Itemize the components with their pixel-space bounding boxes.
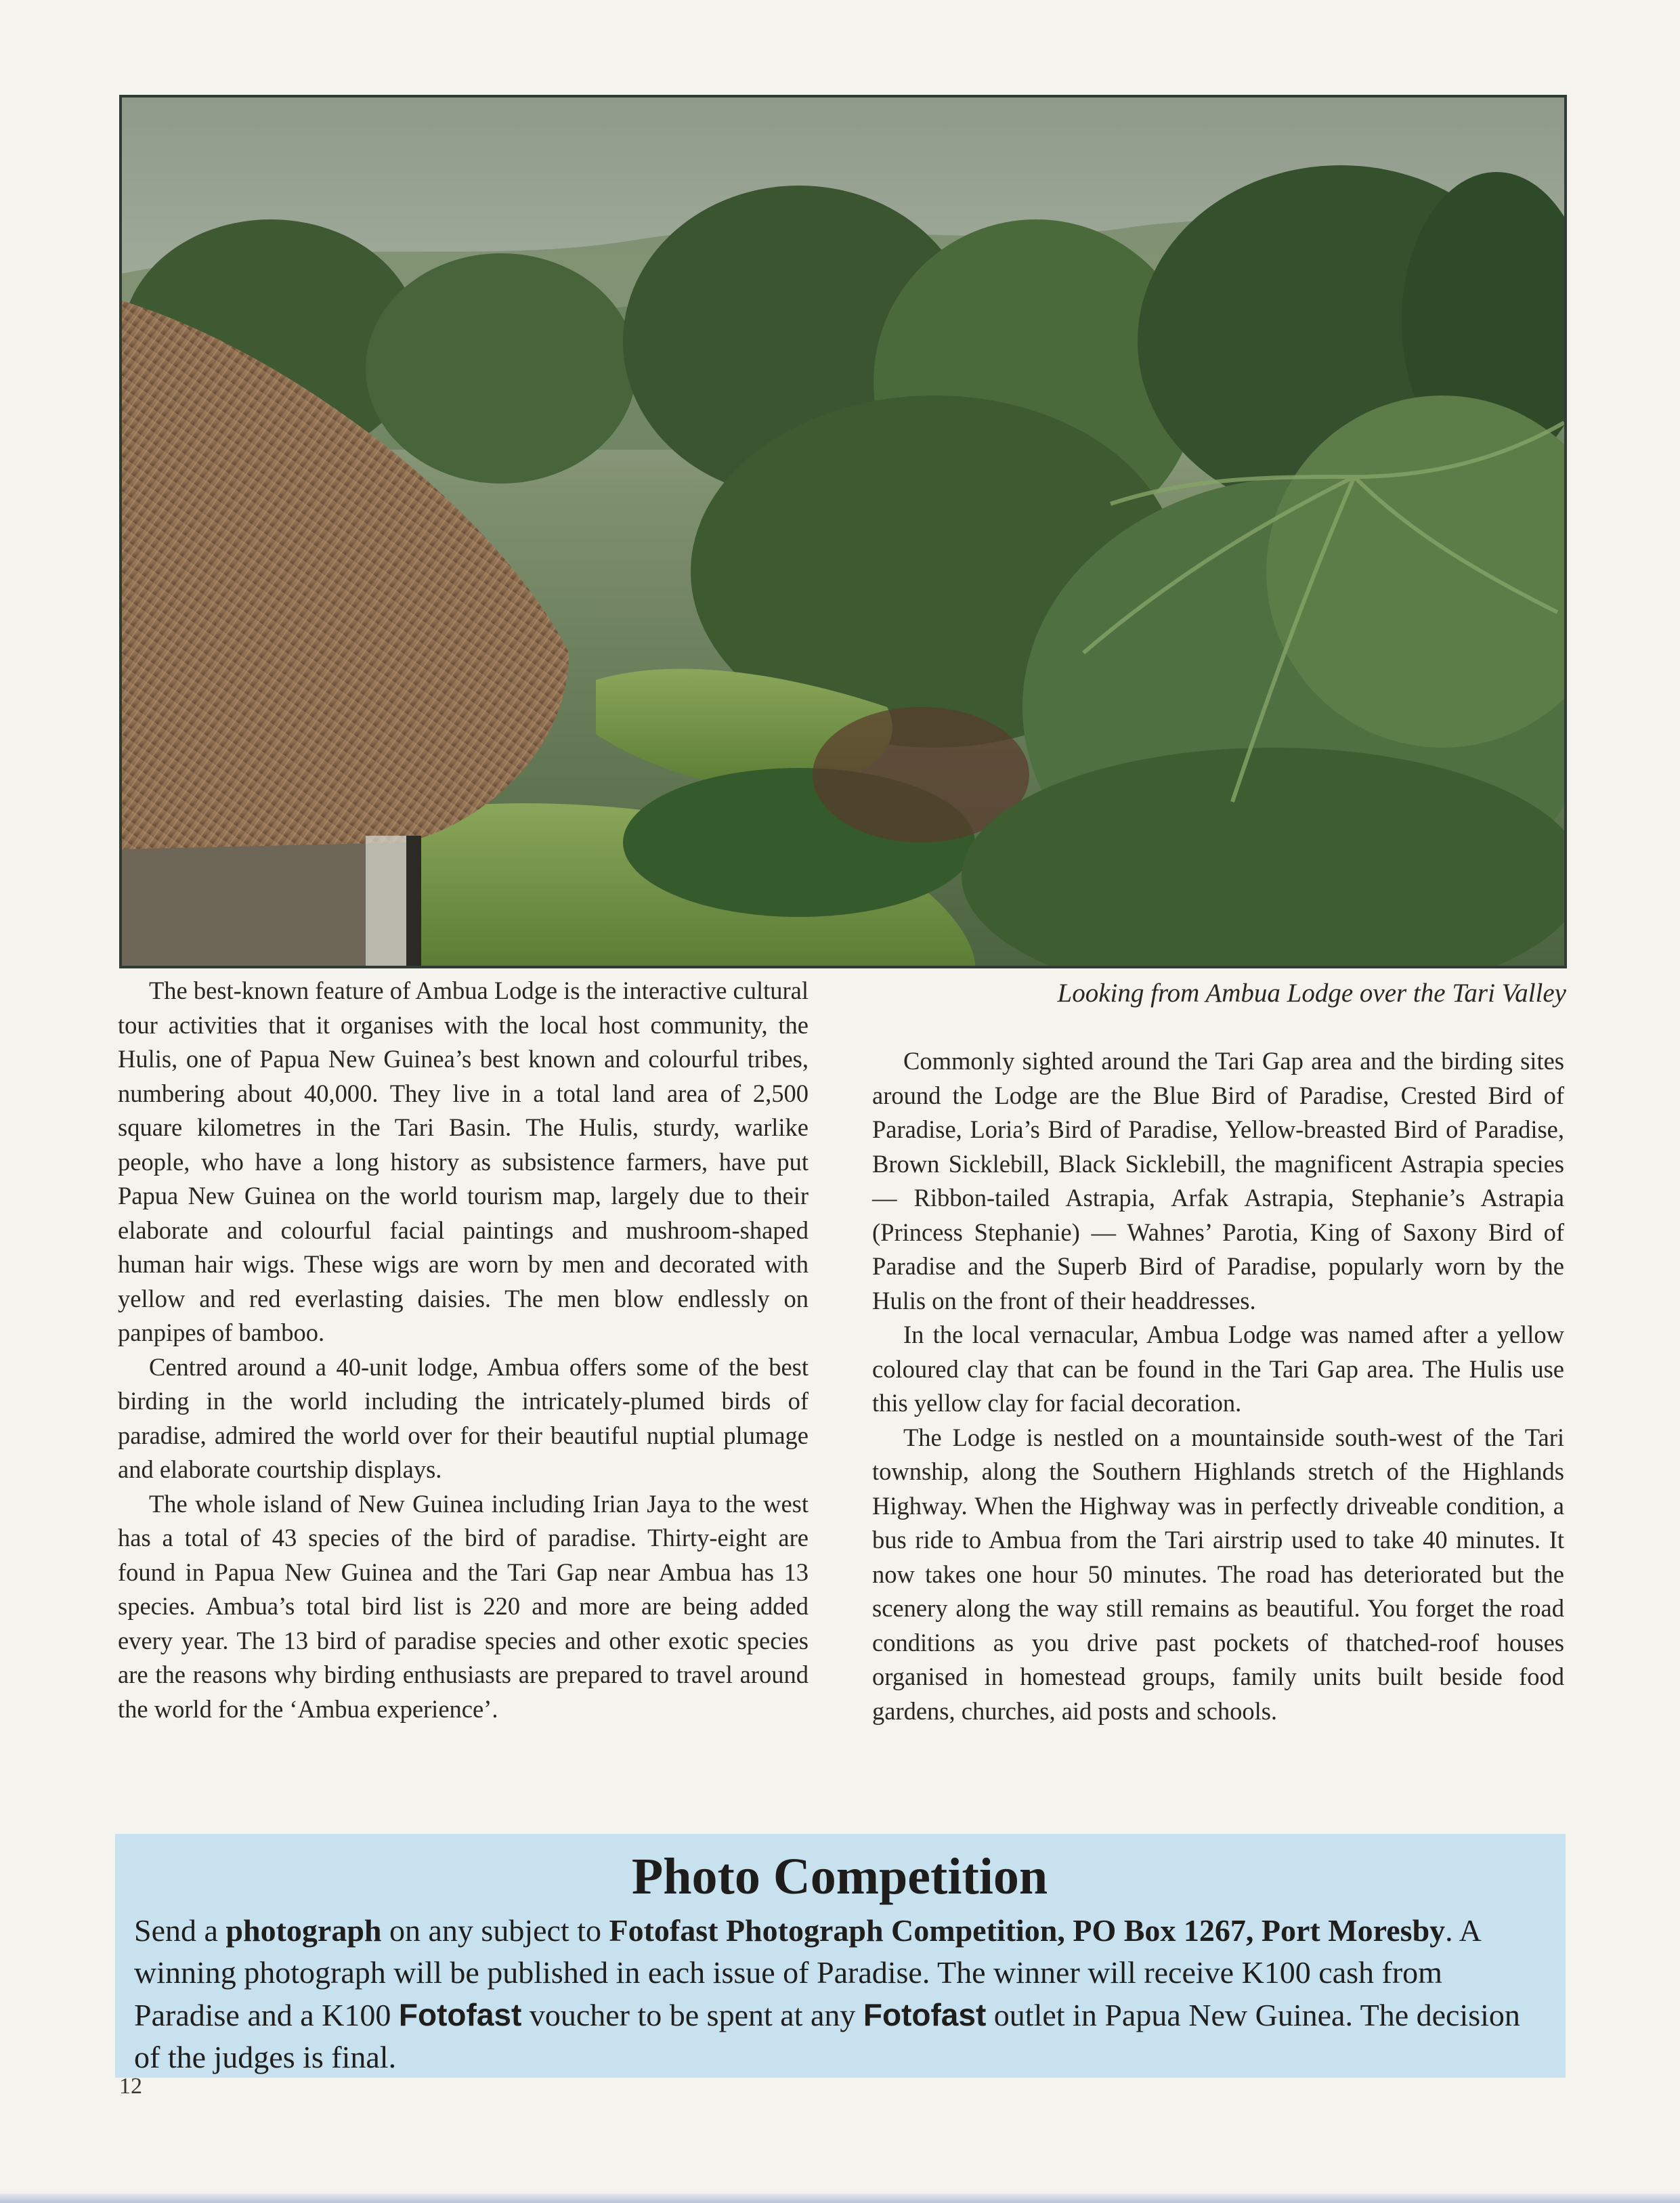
competition-text-part: Send a [134, 1913, 226, 1948]
competition-text-part: on any subject to [381, 1913, 609, 1948]
page-number: 12 [119, 2074, 142, 2099]
competition-text [134, 1910, 1545, 2078]
paragraph-birding: Centred around a 40-unit lodge, Ambua offers some of the best birding in the world including the intricately-plumed birds of paradise, admired the world over for their beautiful nuptial plumage and elaborate courtship displays. [118, 1352, 809, 1483]
fotofast-brand: Fotofast [398, 1997, 522, 2032]
competition-bold-photograph: photograph [225, 1913, 382, 1948]
competition-text-part: . A winning photograph will be published in each issue of Paradise. The winner will receive K100 cash from Paradise and a K100 [134, 1913, 1480, 2032]
paragraph-sighted-birds: Commonly sighted around the Tari Gap area and the birding sites around the Lodge are the Blue Bird of Paradise, Crested Bird of Paradise, Loria’s Bird of Paradise, Yellow-breasted Bird of Paradise, Brown Sicklebill, Black Sicklebill, the magnificent Astrapia species — Ribbon-tailed Astrapia, Arfak Astrapia, Stephanie’s Astrapia (Princess Stephanie) — Wahnes’ Parotia, King of Saxony Bird of Paradise and the Superb Bird of Paradise, popularly worn by the Hulis on the front of their headdresses. [872, 1047, 1564, 1314]
paragraph-huli-culture: The best-known feature of Ambua Lodge is the interactive cultural tour activities that it organises with the local host community, the Hulis, one of Papua New Guinea’s best known and colourful tribes, numbering about 40,000. They live in a total land area of 2,500 square kilometres in the Tari Basin. The Hulis, sturdy, warlike people, who have a long history as subsistence farmers, have put Papua New Guinea on the world tourism map, largely due to their elaborate and colourful facial paintings and mushroom-shaped human hair wigs. These wigs are worn by men and decorated with yellow and red everlasting daisies. The men blow endlessly on panpipes of bamboo. [118, 977, 809, 1346]
photo-competition-box [115, 1834, 1566, 2078]
tari-valley-photo-illustration [122, 98, 1564, 966]
paragraph-vernacular-name: In the local vernacular, Ambua Lodge was named after a yellow coloured clay that can be found in the Tari Gap area. The Hulis use this yellow clay for facial decoration. [872, 1321, 1564, 1417]
fotofast-brand: Fotofast [863, 1997, 987, 2032]
paragraph-lodge-location: The Lodge is nestled on a mountainside south-west of the Tari township, along the Southern Highlands stretch of the Highlands Highway. When the Highway was in perfectly driveable condition, a bus ride to Ambua from the Tari airstrip used to take 40 minutes. It now takes one hour 50 minutes. The road has deteriorated but the scenery along the way still remains as beautiful. You forget the road conditions as you drive past pockets of thatched-roof houses organised in homestead groups, family units built beside food gardens, churches, aid posts and schools. [872, 1423, 1564, 1725]
photo-caption: Looking from Ambua Lodge over the Tari Valley [1057, 979, 1566, 1008]
article-column-right [872, 1044, 1564, 1728]
competition-text-part: voucher to be spent at any [521, 1998, 863, 2032]
competition-title: Photo Competition [631, 1848, 1048, 1905]
landscape-photo [119, 95, 1567, 968]
article-column-left [118, 974, 809, 1726]
competition-address: Fotofast Photograph Competition, PO Box 1267, Port Moresby [609, 1913, 1446, 1948]
page-bottom-edge [0, 2194, 1680, 2203]
competition-text-part: outlet in Papua New Guinea. The decision of the judges is final. [134, 1998, 1520, 2074]
paragraph-species-count: The whole island of New Guinea including Irian Jaya to the west has a total of 43 species of the bird of paradise. Thirty-eight are found in Papua New Guinea and the Tari Gap near Ambua has 13 species. Ambua’s total bird list is 220 and more are being added every year. The 13 bird of paradise species and other exotic species are the reasons why birding enthusiasts are prepared to travel around the world for the ‘Ambua experience’. [118, 1489, 809, 1723]
